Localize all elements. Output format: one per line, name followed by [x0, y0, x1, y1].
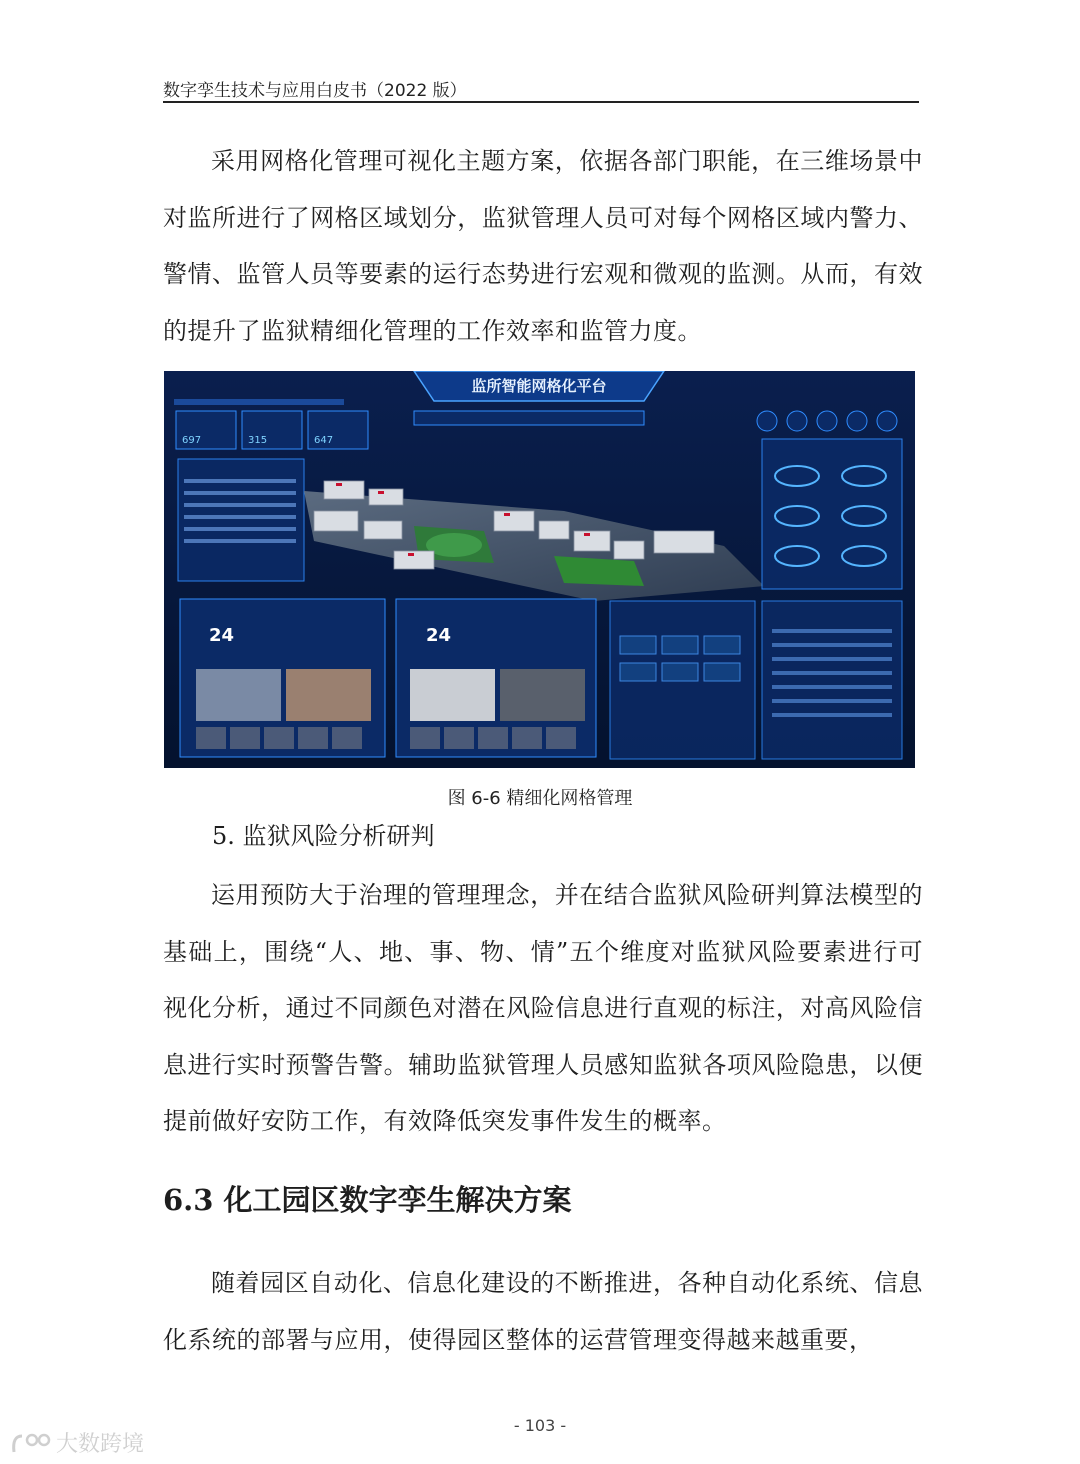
watermark-text: 大数跨境 — [56, 1432, 145, 1457]
header-title: 数字孪生技术与应用白皮书（2022 版） — [163, 81, 467, 101]
watermark — [8, 1427, 144, 1458]
panel-a-number: 24 — [209, 625, 235, 646]
stat-3: 647 — [314, 435, 334, 446]
section-heading: 6.3 化工园区数字孪生解决方案 — [163, 1183, 572, 1217]
watermark-logo-icon — [8, 1428, 52, 1458]
figure-title: 监所智能网格化平台 — [471, 377, 607, 395]
body-paragraph-3: 随着园区自动化、信息化建设的不断推进，各种自动化系统、信息化系统的部署与应用，使得园区整体的运营管理变得越来越重要， — [163, 1269, 923, 1354]
figure-caption: 图 6-6 精细化网格管理 — [447, 788, 633, 809]
stat-1: 697 — [182, 435, 202, 446]
running-header — [163, 76, 919, 103]
page-number: - 103 - — [513, 1416, 567, 1435]
dashboard-figure — [164, 371, 915, 768]
stat-2: 315 — [248, 435, 268, 446]
subheading: 5. 监狱风险分析研判 — [212, 822, 435, 850]
dashboard-image — [164, 371, 915, 768]
body-paragraph-2: 运用预防大于治理的管理理念，并在结合监狱风险研判算法模型的基础上，围绕“人、地、事、物、情”五个维度对监狱风险要素进行可视化分析，通过不同颜色对潜在风险信息进行直观的标注，对高风险信息进行实时预警告警。辅助监狱管理人员感知监狱各项风险隐患，以便提前做好安防工作，有效降低突发事件发生的概率。 — [163, 881, 923, 1135]
panel-b-number: 24 — [426, 625, 452, 646]
body-paragraph-1: 采用网格化管理可视化主题方案，依据各部门职能，在三维场景中对监所进行了网格区域划分，监狱管理人员可对每个网格区域内警力、警情、监管人员等要素的运行态势进行宏观和微观的监测。从而，有效的提升了监狱精细化管理的工作效率和监管力度。 — [163, 147, 923, 345]
stat-boxes — [176, 411, 368, 449]
